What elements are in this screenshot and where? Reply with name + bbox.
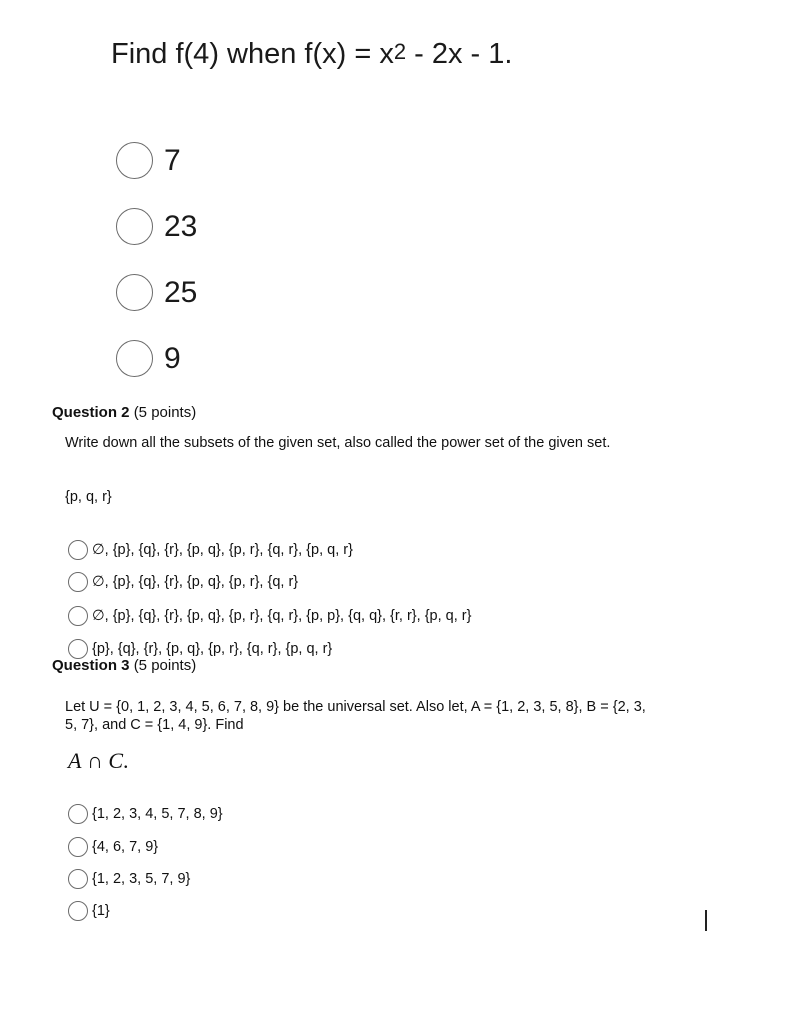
radio-button[interactable] (116, 142, 153, 179)
radio-button[interactable] (68, 804, 88, 824)
q2-option-3[interactable] (68, 606, 471, 626)
q1-option-1[interactable] (116, 142, 181, 179)
q1-prompt-suffix: - 2x - 1. (406, 38, 513, 70)
q1-prompt-exponent: 2 (393, 39, 407, 64)
question-2-prompt: Write down all the subsets of the given set, also called the power set of the given set. (65, 435, 611, 451)
question-3-expression (68, 748, 129, 774)
question-3-prompt: Let U = {0, 1, 2, 3, 4, 5, 6, 7, 8, 9} be the universal set. Also let, A = {1, 2, 3, 5, 8}, B = {2, 3, 5, 7}, and C = {1, 4, 9}. Find (65, 699, 646, 733)
q3-option-label: {1, 2, 3, 4, 5, 7, 8, 9} (92, 806, 223, 822)
question-2-given-set: {p, q, r} (65, 489, 112, 505)
q3-option-label: {1, 2, 3, 5, 7, 9} (92, 871, 191, 887)
radio-button[interactable] (68, 837, 88, 857)
radio-button[interactable] (68, 540, 88, 560)
text-cursor (705, 910, 707, 931)
q2-option-1[interactable] (68, 540, 353, 560)
q1-option-label: 23 (164, 209, 198, 243)
q2-option-label: ∅, {p}, {q}, {r}, {p, q}, {p, r}, {q, r} (92, 574, 299, 590)
radio-button[interactable] (68, 572, 88, 592)
q2-option-label: ∅, {p}, {q}, {r}, {p, q}, {p, r}, {q, r}, {p, p}, {q, q}, {r, r}, {p, q, r} (92, 608, 472, 624)
q1-option-label: 25 (164, 275, 198, 309)
radio-button[interactable] (68, 901, 88, 921)
question-3-points: (5 points) (133, 657, 197, 674)
q3-option-3[interactable] (68, 869, 190, 889)
q1-option-3[interactable] (116, 274, 197, 311)
expression-period: . (123, 748, 129, 773)
q3-option-4[interactable] (68, 901, 110, 921)
q1-option-2[interactable] (116, 208, 197, 245)
question-2-title: Question 2 (52, 404, 130, 421)
radio-button[interactable] (68, 869, 88, 889)
question-3-header (52, 657, 212, 678)
q1-option-label: 7 (164, 143, 181, 177)
radio-button[interactable] (68, 639, 88, 659)
question-2-points: (5 points) (133, 404, 197, 421)
q2-option-label: {p}, {q}, {r}, {p, q}, {p, r}, {q, r}, {p, q, r} (92, 641, 333, 657)
set-c-symbol: C (108, 748, 124, 773)
q3-option-label: {4, 6, 7, 9} (92, 839, 159, 855)
radio-button[interactable] (116, 340, 153, 377)
radio-button[interactable] (68, 606, 88, 626)
radio-button[interactable] (116, 274, 153, 311)
set-a-symbol: A (68, 748, 82, 773)
q1-prompt-prefix: Find f(4) when f(x) = x (111, 38, 394, 70)
q3-option-2[interactable] (68, 837, 158, 857)
q2-option-2[interactable] (68, 572, 298, 592)
question-1-prompt (111, 38, 512, 71)
q1-option-4[interactable] (116, 340, 181, 377)
q1-option-label: 9 (164, 341, 181, 375)
question-2-header (52, 404, 196, 421)
q2-option-label: ∅, {p}, {q}, {r}, {p, q}, {p, r}, {q, r}, {p, q, r} (92, 542, 353, 558)
q3-option-1[interactable] (68, 804, 223, 824)
q2-option-4[interactable] (68, 639, 332, 659)
radio-button[interactable] (116, 208, 153, 245)
intersection-symbol: ∩ (81, 748, 109, 773)
question-3-title: Question 3 (52, 657, 130, 674)
q3-option-label: {1} (92, 903, 110, 919)
